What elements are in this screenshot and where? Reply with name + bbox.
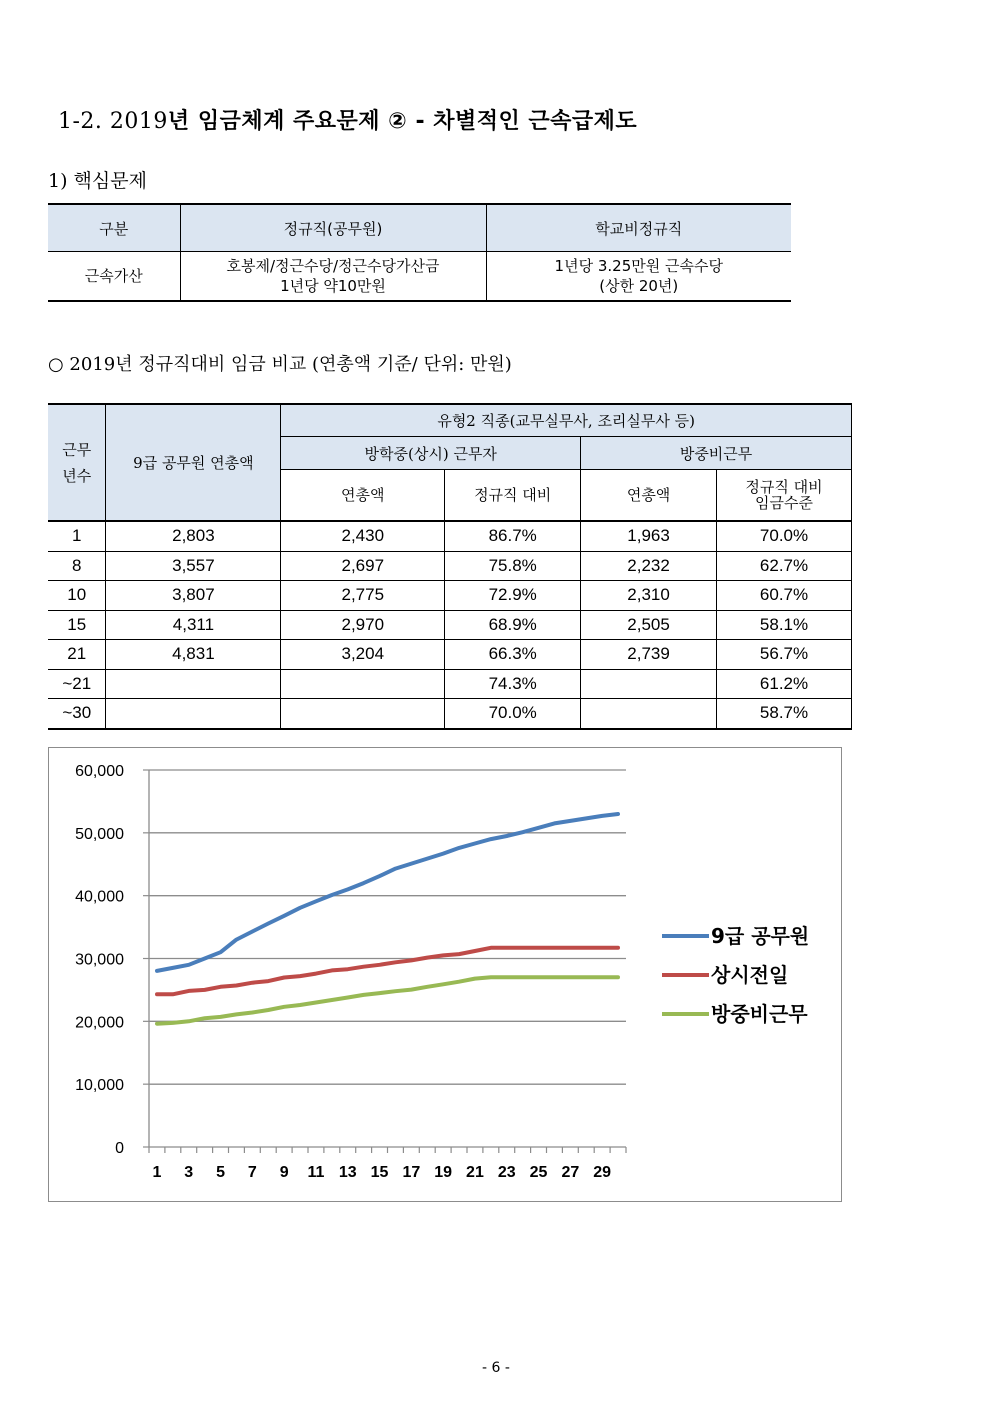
table-row [48,610,852,640]
y-tick-label: 0 [115,1140,124,1157]
header-full-ratio: 정규직 대비 [445,470,581,522]
legend-label: 상시전일 [711,963,789,987]
cell-off-total [581,699,717,729]
section-title: ○ 2019년 정규직대비 임금 비교 (연총액 기준/ 단위: 만원) [48,354,512,375]
cell-full-total: 3,204 [281,640,445,670]
legend-label: 방중비근무 [711,1002,808,1026]
nonregular-cell [486,252,791,302]
cell-off-total: 2,739 [581,640,717,670]
regular-line2: 1년당 약10만원 [280,277,386,295]
cell-full-total: 2,775 [281,581,445,611]
y-tick-label: 50,000 [75,825,124,843]
table-row [48,581,852,611]
x-tick-label: 19 [434,1164,453,1181]
header-full-total: 연총액 [281,470,445,522]
x-tick-label: 27 [561,1164,580,1181]
cell-civil: 3,557 [106,551,281,581]
nonregular-line2: (상한 20년) [599,277,679,295]
cell-off-ratio: 58.7% [717,699,852,729]
cell-full-total: 2,697 [281,551,445,581]
series-line-2 [157,948,618,995]
cell-civil: 4,311 [106,610,281,640]
core-issue-table [48,203,791,302]
cell-full-ratio: 70.0% [445,699,581,729]
wage-trend-chart [48,747,842,1202]
y-tick-label: 40,000 [75,888,124,906]
cell-off-ratio: 61.2% [717,669,852,699]
header-years-line1: 근무 [62,440,92,459]
x-tick-label: 9 [279,1164,289,1181]
cell-off-ratio: 56.7% [717,640,852,670]
page-heading [58,104,637,135]
header-nonregular: 학교비정규직 [486,204,791,252]
table-header-row [48,404,852,437]
header-years-line2: 년수 [62,466,92,485]
header-regular: 정규직(공무원) [180,204,486,252]
x-tick-label: 3 [184,1164,194,1181]
table-row [48,521,852,551]
cell-off-total: 1,963 [581,521,717,551]
cell-off-total: 2,505 [581,610,717,640]
x-tick-label: 7 [247,1164,257,1181]
cell-full-ratio: 68.9% [445,610,581,640]
heading-title: 년 임금체계 주요문제 ② - 차별적인 근속급제도 [167,109,638,134]
cell-off-total [581,669,717,699]
cell-off-ratio: 70.0% [717,521,852,551]
cell-off-ratio: 60.7% [717,581,852,611]
cell-full-ratio: 75.8% [445,551,581,581]
table-row [48,551,852,581]
y-tick-label: 60,000 [75,763,124,780]
x-tick-label: 29 [593,1164,612,1181]
y-tick-label: 30,000 [75,951,124,969]
cell-full-ratio: 86.7% [445,521,581,551]
table-row [48,669,852,699]
x-tick-label: 1 [152,1164,162,1181]
header-off-ratio [717,470,852,522]
header-years [48,404,106,521]
cell-off-total: 2,310 [581,581,717,611]
cell-year: 21 [48,640,106,670]
cell-year: ~30 [48,699,106,729]
cell-full-total: 2,430 [281,521,445,551]
series-line-3 [157,977,618,1023]
x-tick-label: 23 [497,1164,516,1181]
x-tick-label: 21 [466,1164,484,1181]
cell-full-total: 2,970 [281,610,445,640]
header-civil: 9급 공무원 연총액 [106,404,281,521]
x-tick-label: 5 [216,1164,226,1181]
header-off-ratio-line2: 임금수준 [755,494,813,512]
x-tick-label: 25 [529,1164,548,1181]
x-tick-label: 11 [307,1164,325,1181]
header-type2: 유형2 직종(교무실무사, 조리실무사 등) [281,404,852,437]
cell-off-ratio: 62.7% [717,551,852,581]
x-tick-label: 15 [370,1164,389,1181]
row-label: 근속가산 [48,252,180,302]
cell-civil: 2,803 [106,521,281,551]
cell-full-ratio: 66.3% [445,640,581,670]
header-full-time: 방학중(상시) 근무자 [281,437,581,470]
chart-canvas [49,748,841,1201]
header-category: 구분 [48,204,180,252]
subheading: 1) 핵심문제 [48,170,147,192]
cell-full-ratio: 72.9% [445,581,581,611]
cell-civil: 3,807 [106,581,281,611]
y-tick-label: 20,000 [75,1014,124,1032]
x-tick-label: 13 [338,1164,357,1181]
header-off-total: 연총액 [581,470,717,522]
cell-full-total [281,669,445,699]
wage-comparison-table [48,403,852,730]
cell-year: 1 [48,521,106,551]
nonregular-line1: 1년당 3.25만원 근속수당 [554,257,723,275]
header-off-ratio-line1: 정규직 대비 [745,478,823,496]
cell-full-total [281,699,445,729]
cell-year: 8 [48,551,106,581]
cell-off-ratio: 58.1% [717,610,852,640]
heading-number: 1-2. 2019 [58,109,168,134]
cell-off-total: 2,232 [581,551,717,581]
cell-civil: 4,831 [106,640,281,670]
cell-year: 10 [48,581,106,611]
table-row [48,640,852,670]
cell-year: ~21 [48,669,106,699]
cell-full-ratio: 74.3% [445,669,581,699]
x-tick-label: 17 [402,1164,421,1181]
legend-label: 9급 공무원 [711,924,810,948]
header-off-term: 방중비근무 [581,437,852,470]
table-row [48,252,791,302]
cell-civil [106,699,281,729]
regular-line1: 호봉제/정근수당/정근수당가산금 [226,257,440,275]
page-number: - 6 - [482,1360,510,1376]
regular-cell [180,252,486,302]
cell-year: 15 [48,610,106,640]
table-header-row [48,204,791,252]
table-row [48,699,852,729]
cell-civil [106,669,281,699]
y-tick-label: 10,000 [75,1077,124,1095]
